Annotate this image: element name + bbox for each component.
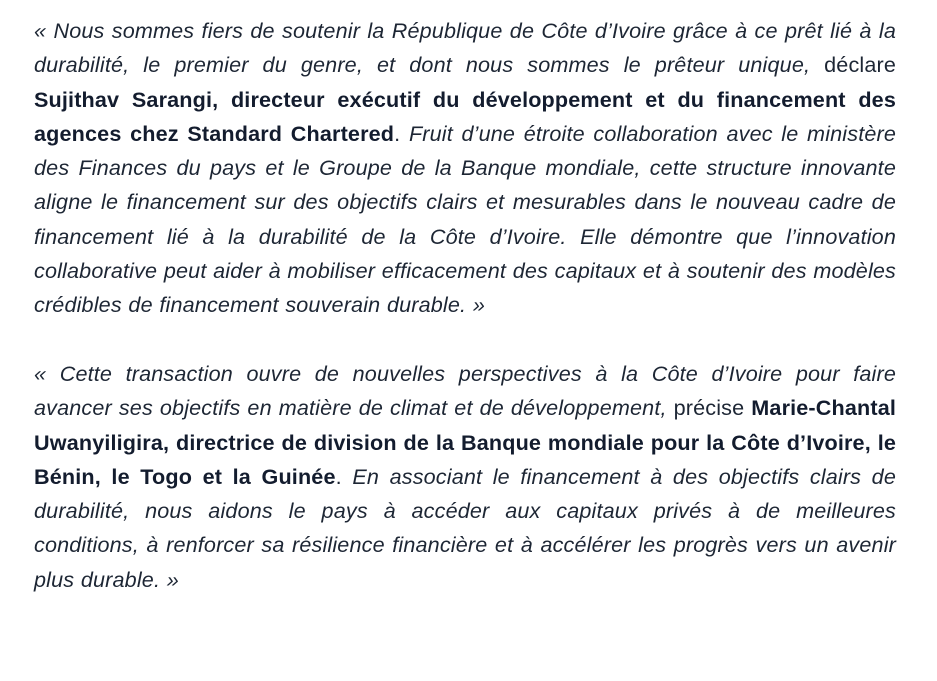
quote-opening-text: « Cette transaction ouvre de nouvelles perspectives à la Côte d’Ivoire pour faire avancer ses objectifs en matière de climat et de développement, [34,360,896,421]
attribution-period: . [335,463,342,489]
quote-closing-text: En associant le financement à des objectifs clairs de durabilité, nous aidons le pays à accéder aux capitaux privés à de meilleures conditions, à renforcer sa résilience financière et à accélérer les progrès vers un avenir plus durable. » [34,463,897,592]
quote-opening-text: « Nous sommes fiers de soutenir la République de Côte d’Ivoire grâce à ce prêt lié à la durabilité, le premier du genre, et dont nous sommes le prêteur unique, [34,18,896,78]
quote-paragraph-standard-chartered [34,14,896,323]
attribution-verb: déclare [824,52,896,78]
speaker-name-title: Sujithav Sarangi, directeur exécutif du développement et du financement des agences chez Standard Chartered [34,86,896,146]
document-body [34,14,896,597]
attribution-period: . [394,120,401,146]
attribution-verb: précise [673,395,745,421]
quote-closing-text: Fruit d’une étroite collaboration avec le ministère des Finances du pays et le Groupe de la Banque mondiale, cette structure innovante aligne le financement sur des objectifs clairs et mesurables dans le nouveau cadre de financement lié à la durabilité de la Côte d’Ivoire. Elle démontre que l’innovation collaborative peut aider à mobiliser efficacement des capitaux et à soutenir des modèles crédibles de financement souverain durable. » [34,120,897,318]
quote-paragraph-world-bank [34,357,896,597]
speaker-name-title: Marie-Chantal Uwanyiligira, directrice de division de la Banque mondiale pour la Côte d’Ivoire, le Bénin, le Togo et la Guinée [34,395,896,489]
